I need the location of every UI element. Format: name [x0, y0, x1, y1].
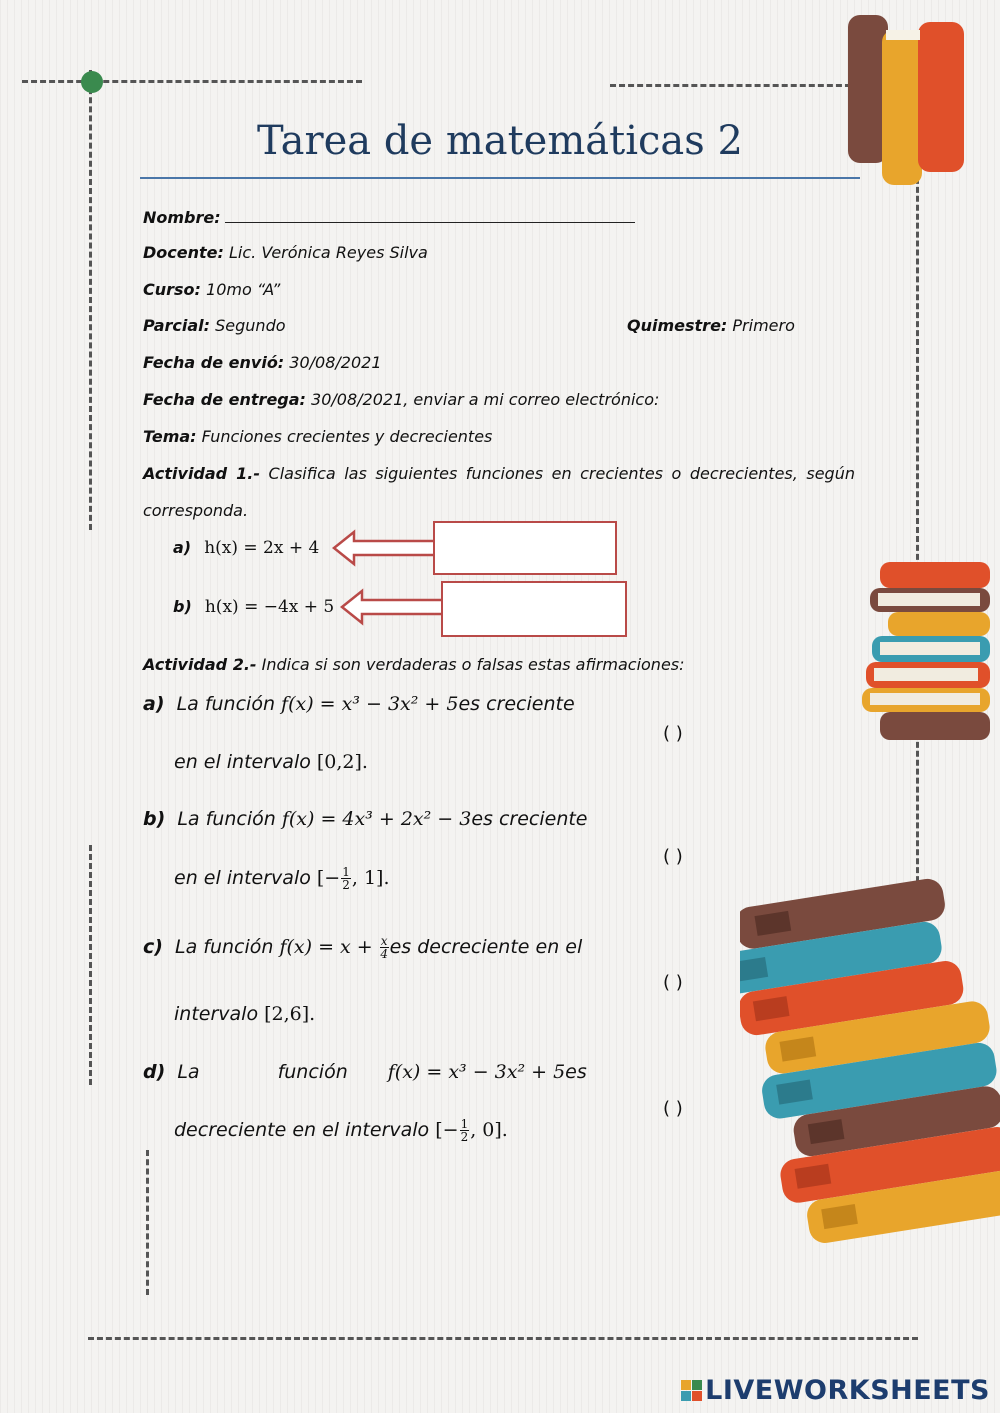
statement-letter: b): [143, 808, 166, 830]
statement-b-line2: [174, 866, 390, 891]
statement-d-line2: [174, 1118, 508, 1143]
answer-box-a[interactable]: [433, 521, 617, 575]
statement-expression: f(x) = x³ − 3x² + 5: [387, 1061, 566, 1083]
fecha-entrega-row: [143, 392, 659, 408]
answer-paren-b[interactable]: ( ): [663, 846, 683, 867]
interval-expression: [2,6].: [264, 1003, 316, 1025]
answer-paren-d[interactable]: ( ): [663, 1098, 683, 1119]
tema-label: Tema:: [143, 427, 197, 446]
arrow-a-icon: [332, 528, 438, 568]
statement-text: es creciente: [458, 693, 575, 715]
actividad1-item-a: [173, 538, 319, 558]
actividad2-instructions: [143, 657, 685, 673]
arrow-b-icon: [340, 587, 446, 627]
interval-close: , 0].: [470, 1119, 508, 1141]
top-left-dashed-line: [22, 80, 362, 83]
fecha-envio-value: 30/08/2021: [284, 353, 382, 372]
statement-text: decreciente en el intervalo: [174, 1119, 436, 1141]
statement-expression: f(x) = x³ − 3x² + 5: [281, 693, 459, 715]
right-dashed-line: [916, 160, 919, 900]
statement-letter: d): [143, 1061, 166, 1083]
quimestre-label: Quimestre:: [627, 316, 728, 335]
nombre-blank-line[interactable]: [225, 208, 635, 223]
actividad1-label: Actividad 1.-: [143, 464, 260, 483]
books-middle-right-illustration: [860, 560, 990, 745]
statement-text: es: [565, 1061, 587, 1083]
statement-text: función: [277, 1061, 348, 1083]
curso-row: [143, 282, 280, 298]
statement-text: intervalo: [174, 1003, 265, 1025]
fraction-denominator: 2: [460, 1130, 469, 1144]
actividad1-instructions: [143, 466, 855, 482]
fecha-envio-row: [143, 355, 382, 371]
fecha-entrega-label: Fecha de entrega:: [143, 390, 306, 409]
interval-open: [−: [316, 867, 341, 889]
quimestre-value: Primero: [727, 316, 795, 335]
books-bottom-right-illustration: [740, 870, 1000, 1280]
statement-expression: f(x) = x +: [279, 936, 379, 958]
actividad1-instructions-cont: corresponda.: [143, 501, 249, 520]
fraction-numerator: 1: [460, 1117, 469, 1131]
function-expression: h(x) = 2x + 4: [204, 538, 320, 558]
statement-text: es decreciente en el: [389, 936, 583, 958]
nombre-row: [143, 208, 635, 226]
statement-text: La: [177, 1061, 200, 1083]
left-dashed-line-middle: [89, 845, 92, 1085]
statement-text: en el intervalo: [174, 751, 317, 773]
title-underline: [140, 177, 860, 179]
statement-c-line2: [174, 1003, 315, 1025]
curso-value: 10mo “A”: [200, 280, 281, 299]
actividad1-item-b: [173, 597, 334, 617]
statement-a-line2: [174, 751, 368, 773]
fraction: [341, 866, 351, 891]
statement-text: La función: [177, 808, 282, 830]
tema-value: Funciones crecientes y decrecientes: [196, 427, 493, 446]
curso-label: Curso:: [143, 280, 201, 299]
statement-b-line1: [143, 808, 588, 830]
liveworksheets-logo: [681, 1375, 990, 1406]
item-letter: a): [173, 538, 192, 557]
item-letter: b): [173, 597, 192, 616]
interval-close: , 1].: [351, 867, 390, 889]
function-expression: h(x) = −4x + 5: [204, 597, 335, 617]
parcial-label: Parcial:: [143, 316, 211, 335]
statement-letter: a): [143, 693, 165, 715]
actividad2-label: Actividad 2.-: [143, 655, 257, 674]
interval-open: [−: [435, 1119, 459, 1141]
interval-expression: [0,2].: [316, 751, 368, 773]
docente-row: [143, 245, 428, 261]
actividad2-text: Indica si son verdaderas o falsas estas afirmaciones:: [261, 655, 685, 674]
top-right-dashed-line: [610, 84, 860, 87]
fecha-envio-label: Fecha de envió:: [143, 353, 285, 372]
nombre-label: Nombre:: [143, 208, 221, 227]
fraction-denominator: 4: [380, 947, 388, 961]
statement-text: La función: [176, 693, 282, 715]
quimestre-row: [627, 318, 795, 334]
bottom-dashed-line: [88, 1337, 918, 1340]
statement-expression: f(x) = 4x³ + 2x² − 3: [281, 808, 472, 830]
left-dashed-line-upper: [89, 70, 92, 530]
parcial-value: Segundo: [210, 316, 286, 335]
statement-a-line1: [143, 693, 625, 715]
statement-d-line1: [143, 1061, 587, 1083]
left-dashed-line-lower: [146, 1150, 149, 1295]
fraction-numerator: 1: [342, 865, 350, 879]
docente-label: Docente:: [143, 243, 224, 262]
fraction-denominator: 2: [342, 878, 350, 892]
fraction: [460, 1118, 470, 1143]
statement-c-line1: [143, 935, 582, 960]
actividad1-text: Clasifica las siguientes funciones en crecientes o decrecientes, según: [268, 464, 855, 483]
answer-paren-a[interactable]: ( ): [663, 723, 683, 744]
liveworksheets-mark-icon: [681, 1380, 703, 1402]
green-dot-icon: [81, 71, 103, 93]
parcial-row: [143, 318, 286, 334]
tema-row: [143, 429, 492, 445]
watermark-text: LIVEWORKSHEETS: [705, 1375, 990, 1406]
statement-text: en el intervalo: [174, 867, 317, 889]
statement-text: La función: [175, 936, 280, 958]
answer-box-b[interactable]: [441, 581, 627, 637]
fraction: [380, 935, 389, 960]
page-title: Tarea de matemáticas 2: [257, 118, 743, 164]
fecha-entrega-value: 30/08/2021, enviar a mi correo electrónico:: [305, 390, 660, 409]
fraction-numerator: x: [380, 934, 388, 948]
docente-value: Lic. Verónica Reyes Silva: [223, 243, 428, 262]
answer-paren-c[interactable]: ( ): [663, 972, 683, 993]
statement-text: es creciente: [471, 808, 588, 830]
statement-letter: c): [143, 936, 163, 958]
